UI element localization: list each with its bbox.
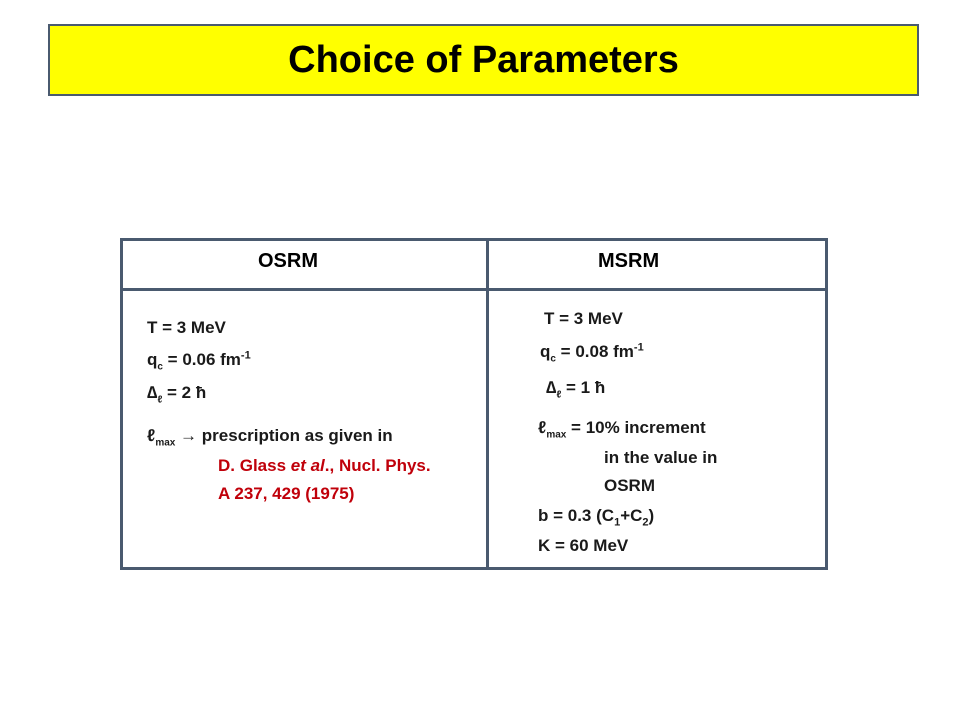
header-separator	[120, 288, 828, 291]
msrm-lmax-symbol: ℓ	[538, 418, 547, 437]
osrm-temperature: T = 3 MeV	[147, 318, 226, 337]
msrm-lmax-line2: in the value in	[604, 448, 718, 467]
osrm-qc-sub: c	[157, 361, 163, 373]
msrm-qc-value: = 0.08 fm	[555, 342, 634, 361]
osrm-qc-sup: -1	[240, 349, 251, 362]
header-osrm: OSRM	[258, 250, 318, 272]
msrm-qc-symbol: q	[540, 342, 551, 361]
msrm-qc	[540, 341, 644, 365]
osrm-delta-l	[147, 383, 207, 406]
ref-journal: ., Nucl. Phys.	[324, 456, 431, 475]
msrm-delta-sub: ℓ	[556, 389, 562, 401]
ref-authors: D. Glass	[218, 456, 291, 475]
osrm-reference-line2: A 237, 429 (1975)	[218, 484, 355, 503]
msrm-b-parameter	[538, 506, 655, 529]
parameters-table	[120, 238, 828, 570]
msrm-delta-symbol: ∆	[546, 378, 557, 397]
table-right-border	[825, 238, 828, 570]
table-left-border	[120, 238, 123, 570]
ref-etal: et al	[290, 456, 325, 475]
osrm-delta-sub: ℓ	[157, 394, 163, 406]
msrm-delta-l	[546, 378, 606, 401]
msrm-qc-sup: -1	[633, 341, 644, 354]
column-divider	[486, 238, 489, 570]
msrm-delta-value: = 1 ħ	[561, 378, 606, 397]
table-bottom-border	[120, 567, 828, 570]
osrm-lmax-symbol: ℓ	[147, 426, 156, 445]
header-msrm: MSRM	[598, 250, 660, 272]
msrm-b-a: b = 0.3 (C	[538, 506, 615, 525]
msrm-b-b: +C	[620, 506, 643, 525]
osrm-qc-value: = 0.06 fm	[162, 350, 241, 369]
page-title: Choice of Parameters	[288, 38, 679, 81]
msrm-temperature: T = 3 MeV	[544, 309, 623, 328]
msrm-b-sub1: 1	[614, 516, 621, 529]
osrm-reference-line1	[218, 456, 431, 476]
msrm-lmax	[538, 418, 706, 441]
osrm-lmax-sub: max	[155, 437, 176, 449]
msrm-b-sub2: 2	[642, 516, 649, 529]
osrm-delta-symbol: ∆	[147, 383, 158, 402]
osrm-delta-value: = 2 ħ	[162, 383, 207, 402]
table-top-border	[120, 238, 828, 241]
osrm-lmax-text: prescription as given in	[201, 426, 393, 445]
msrm-lmax-line3: OSRM	[604, 476, 655, 495]
osrm-lmax	[147, 426, 393, 449]
osrm-lmax-arrow: →	[175, 426, 202, 445]
title-banner	[48, 24, 919, 96]
msrm-b-c: )	[648, 506, 655, 525]
osrm-qc	[147, 349, 251, 373]
msrm-qc-sub: c	[550, 353, 556, 365]
msrm-lmax-sub: max	[546, 429, 567, 441]
osrm-qc-symbol: q	[147, 350, 158, 369]
msrm-lmax-text: = 10% increment	[566, 418, 706, 437]
msrm-k-parameter: K = 60 MeV	[538, 536, 629, 555]
